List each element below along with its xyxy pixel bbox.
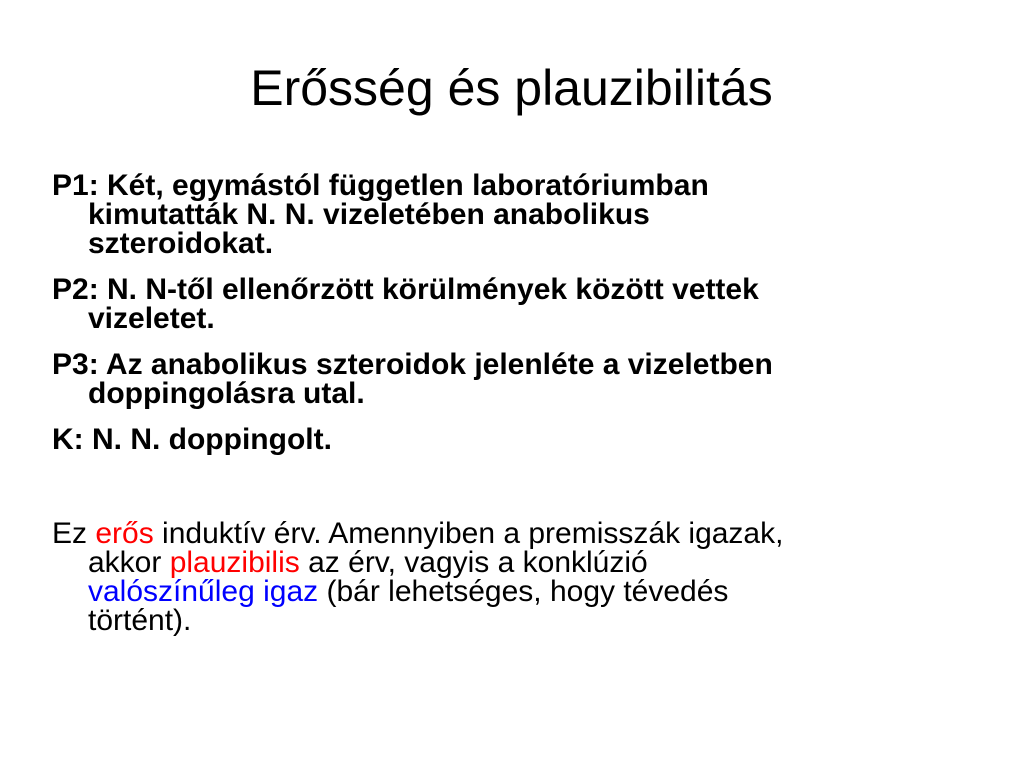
premise-line: vizeletet. bbox=[88, 302, 215, 335]
paragraph-line bbox=[52, 606, 1002, 635]
premise-p1 bbox=[52, 171, 1002, 258]
premise-p2 bbox=[52, 275, 1002, 333]
premise-line: szteroidokat. bbox=[88, 227, 274, 260]
paragraph-text: Ez bbox=[52, 517, 96, 550]
emphasis-strong: erős bbox=[95, 517, 154, 550]
paragraph-text: (bár lehetséges, hogy tévedés bbox=[318, 575, 729, 608]
premise-line: kimutatták N. N. vizeletében anabolikus bbox=[88, 198, 650, 231]
premise-line: P2: N. N-től ellenőrzött körülmények között vettek bbox=[52, 273, 759, 306]
paragraph-text: induktív érv. Amennyiben a premisszák igazak, bbox=[153, 517, 784, 550]
paragraph-text: az érv, vagyis a konklúzió bbox=[299, 546, 648, 579]
premise-p3 bbox=[52, 350, 1002, 408]
conclusion-k bbox=[52, 425, 1002, 454]
premise-line: K: N. N. doppingolt. bbox=[52, 423, 332, 456]
paragraph-text: történt). bbox=[88, 604, 192, 637]
emphasis-plausible: plauzibilis bbox=[169, 546, 300, 579]
premise-line: doppingolásra utal. bbox=[88, 377, 365, 410]
emphasis-probably-true: valószínűleg igaz bbox=[88, 575, 319, 608]
premise-line: P1: Két, egymástól független laboratóriumban bbox=[52, 169, 709, 202]
explanation-paragraph bbox=[52, 519, 1002, 635]
paragraph-line bbox=[52, 577, 1002, 606]
slide-title: Erősség és plauzibilitás bbox=[250, 60, 773, 116]
premise-list bbox=[52, 171, 1002, 471]
paragraph-text: akkor bbox=[88, 546, 170, 579]
paragraph-line bbox=[52, 548, 1002, 577]
paragraph-line bbox=[52, 519, 1002, 548]
premise-line: P3: Az anabolikus szteroidok jelenléte a vizeletben bbox=[52, 348, 773, 381]
